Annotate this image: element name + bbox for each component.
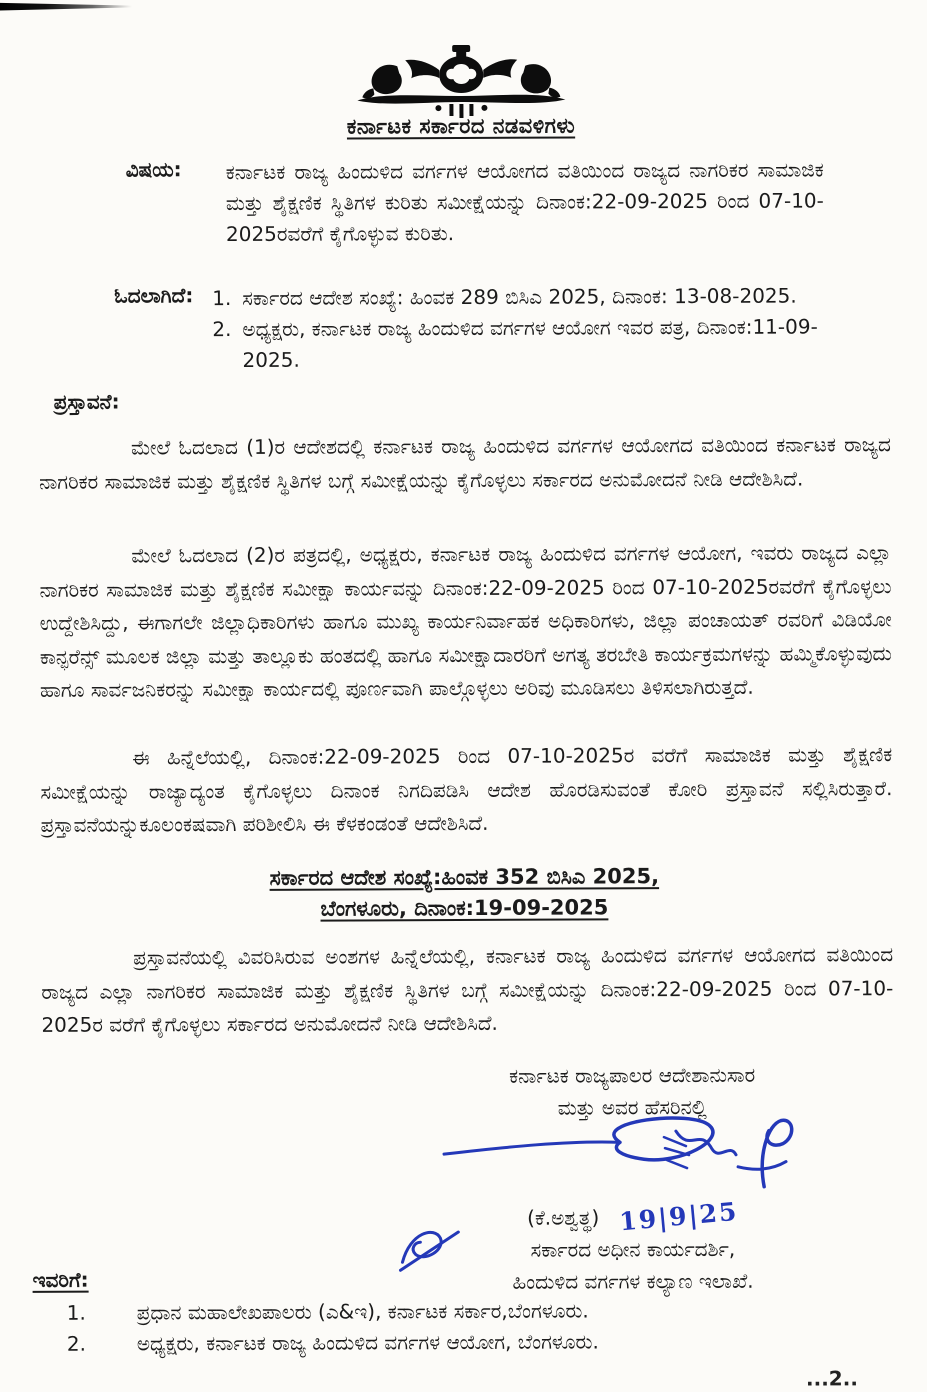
- subject-section: [126, 154, 824, 250]
- order-number-line: ಸರ್ಕಾರದ ಆದೇಶ ಸಂಖ್ಯೆ:ಹಿಂವಕ 352 ಬಿಸಿಎ 2025,: [269, 864, 660, 890]
- subject-label: ವಿಷಯ:: [125, 157, 182, 182]
- preamble-paragraph-2: ಮೇಲೆ ಓದಲಾದ (2)ರ ಪತ್ರದಲ್ಲಿ, ಅಧ್ಯಕ್ಷರು, ಕರ್ನಾಟಕ ರಾಜ್ಯ ಹಿಂದುಳಿದ ವರ್ಗಗಳ ಆಯೋಗ, ಇವರು ರಾಜ್ಯದ ಎಲ್ಲಾ ನಾಗರಿಕರ ಸಾಮಾಜಿಕ ಮತ್ತು ಶೈಕ್ಷಣಿಕ ಸಮೀಕ್ಷಾ ಕಾರ್ಯವನ್ನು ದಿನಾಂಕ:22-09-2025 ರಿಂದ 07-10-2025ರವರೆಗೆ ಕೈಗೊಳ್ಳಲು ಉದ್ದೇಶಿಸಿದ್ದು, ಈಗಾಗಲೇ ಜಿಲ್ಲಾಧಿಕಾರಿಗಳು ಹಾಗೂ ಮುಖ್ಯ ಕಾರ್ಯನಿರ್ವಾಹಕ ಅಧಿಕಾರಿಗಳು, ಜಿಲ್ಲಾ ಪಂಚಾಯತ್ ರವರಿಗೆ ವಿಡಿಯೋ ಕಾನ್ಫರೆನ್ಸ್ ಮೂಲಕ ಜಿಲ್ಲಾ ಮತ್ತು ತಾಲ್ಲೂಕು ಹಂತದಲ್ಲಿ ಹಾಗೂ ಸಮೀಕ್ಷಾದಾರರಿಗೆ ಅಗತ್ಯ ತರಬೇತಿ ಕಾರ್ಯಕ್ರಮಗಳನ್ನು ಹಮ್ಮಿಕೊಳ್ಳುವುದು ಹಾಗೂ ಸಾರ್ವಜನಿಕರನ್ನು ಸಮೀಕ್ಷಾ ಕಾರ್ಯದಲ್ಲಿ ಪೂರ್ಣವಾಗಿ ಪಾಲ್ಗೊಳ್ಳಲು ಅರಿವು ಮೂಡಿಸಲು ತಿಳಿಸಲಾಗಿರುತ್ತದೆ.: [39, 540, 892, 702]
- by-order-line-2: ಮತ್ತು ಅವರ ಹೆಸರಿನಲ್ಲಿ: [557, 1094, 707, 1120]
- distribution-section: [32, 1264, 812, 1359]
- signatory-designation: ಸರ್ಕಾರದ ಅಧೀನ ಕಾರ್ಯದರ್ಶಿ,: [530, 1236, 736, 1262]
- subject-text: ಕರ್ನಾಟಕ ರಾಜ್ಯ ಹಿಂದುಳಿದ ವರ್ಗಗಳ ಆಯೋಗದ ವತಿಯಿಂದ ರಾಜ್ಯದ ನಾಗರಿಕರ ಸಾಮಾಜಿಕ ಮತ್ತು ಶೈಕ್ಷಣಿಕ ಸ್ಥಿತಿಗಳ ಕುರಿತು ಸಮೀಕ್ಷೆಯನ್ನು ದಿನಾಂಕ:22-09-2025 ರಿಂದ 07-10-2025ರವರೆಗೆ ಕೈಗೊಳ್ಳುವ ಕುರಿತು.: [225, 157, 824, 247]
- order-body-paragraph: ಪ್ರಸ್ತಾವನೆಯಲ್ಲಿ ವಿವರಿಸಿರುವ ಅಂಶಗಳ ಹಿನ್ನೆಲೆಯಲ್ಲಿ, ಕರ್ನಾಟಕ ರಾಜ್ಯ ಹಿಂದುಳಿದ ವರ್ಗಗಳ ಆಯೋಗದ ವತಿಯಿಂದ ರಾಜ್ಯದ ಎಲ್ಲಾ ನಾಗರಿಕರ ಸಾಮಾಜಿಕ ಮತ್ತು ಶೈಕ್ಷಣಿಕ ಸ್ಥಿತಿಗಳ ಬಗ್ಗೆ ಸಮೀಕ್ಷೆಯನ್ನು ದಿನಾಂಕ:22-09-2025 ರಿಂದ 07-10-2025ರ ವರೆಗೆ ಕೈಗೊಳ್ಳಲು ಸರ್ಕಾರದ ಅನುಮೋದನೆ ನೀಡಿ ಆದೇಶಿಸಿದೆ.: [41, 942, 894, 1037]
- page-title: ಕರ್ನಾಟಕ ಸರ್ಕಾರದ ನಡವಳಿಗಳು: [346, 113, 576, 139]
- read-label: ಓದಲಾಗಿದೆ:: [114, 283, 194, 308]
- distribution-item: [33, 1294, 813, 1328]
- distribution-item-text: ಪ್ರಧಾನ ಮಹಾಲೇಖಪಾಲರು (ಎ&ಇ), ಕರ್ನಾಟಕ ಸರ್ಕಾರ,ಬೆಂಗಳೂರು.: [136, 1298, 589, 1325]
- preamble-paragraph-1: ಮೇಲೆ ಓದಲಾದ (1)ರ ಆದೇಶದಲ್ಲಿ ಕರ್ನಾಟಕ ರಾಜ್ಯ ಹಿಂದುಳಿದ ವರ್ಗಗಳ ಆಯೋಗದ ವತಿಯಿಂದ ಕರ್ನಾಟಕ ರಾಜ್ಯದ ನಾಗರಿಕರ ಸಾಮಾಜಿಕ ಮತ್ತು ಶೈಕ್ಷಣಿಕ ಸ್ಥಿತಿಗಳ ಬಗ್ಗೆ ಸಮೀಕ್ಷೆಯನ್ನು ಕೈಗೊಳ್ಳಲು ಸರ್ಕಾರದ ಅನುಮೋದನೆ ನೀಡಿ ಆದೇಶಿಸಿದೆ.: [39, 432, 891, 494]
- preamble-paragraph-3: ಈ ಹಿನ್ನೆಲೆಯಲ್ಲಿ, ದಿನಾಂಕ:22-09-2025 ರಿಂದ 07-10-2025ರ ವರೆಗೆ ಸಾಮಾಜಿಕ ಮತ್ತು ಶೈಕ್ಷಣಿಕ ಸಮೀಕ್ಷೆಯನ್ನು ರಾಜ್ಯಾದ್ಯಂತ ಕೈಗೊಳ್ಳಲು ದಿನಾಂಕ ನಿಗದಿಪಡಿಸಿ ಆದೇಶ ಹೊರಡಿಸುವಂತೆ ಕೋರಿ ಪ್ರಸ್ತಾವನೆ ಸಲ್ಲಿಸಿರುತ್ತಾರೆ. ಪ್ರಸ್ತಾವನೆಯನ್ನುಕೂಲಂಕಷವಾಗಿ ಪರಿಶೀಲಿಸಿ ಈ ಕೆಳಕಂಡಂತೆ ಆದೇಶಿಸಿದೆ.: [40, 742, 893, 837]
- distribution-label: ಇವರಿಗೆ:: [32, 1267, 89, 1292]
- handwritten-date: 19|9|25: [618, 1196, 740, 1237]
- distribution-item-number: 2.: [66, 1331, 86, 1356]
- read-item-text: ಸರ್ಕಾರದ ಆದೇಶ ಸಂಖ್ಯೆ: ಹಿಂವಕ 289 ಬಿಸಿಎ 2025, ದಿನಾಂಕ: 13-08-2025.: [242, 283, 797, 310]
- order-place-date-line: ಬೆಂಗಳೂರು, ದಿನಾಂಕ:19-09-2025: [320, 895, 609, 921]
- signature-block: [420, 1058, 846, 1298]
- read-list: [212, 280, 820, 376]
- distribution-item-number: 1.: [66, 1300, 86, 1325]
- distribution-item: [33, 1325, 813, 1359]
- signatory-row: [420, 1196, 845, 1237]
- government-order-heading: [1, 860, 927, 926]
- signatory-name: (ಕೆ.ಅಶ್ವತ್ಥ): [527, 1205, 600, 1230]
- signatory-department: ಹಿಂದುಳಿದ ವರ್ಗಗಳ ಕಲ್ಯಾಣ ಇಲಾಖೆ.: [512, 1268, 754, 1294]
- distribution-item-text: ಅಧ್ಯಕ್ಷರು, ಕರ್ನಾಟಕ ರಾಜ್ಯ ಹಿಂದುಳಿದ ವರ್ಗಗಳ ಆಯೋಗ, ಬೆಂಗಳೂರು.: [136, 1329, 599, 1356]
- read-item-number: 2.: [212, 317, 232, 342]
- read-item-number: 1.: [212, 286, 232, 311]
- read-item: [212, 311, 820, 376]
- distribution-list: [33, 1294, 813, 1359]
- read-item-text: ಅಧ್ಯಕ್ಷರು, ಕರ್ನಾಟಕ ರಾಜ್ಯ ಹಿಂದುಳಿದ ವರ್ಗಗಳ ಆಯೋಗ ಇವರ ಪತ್ರ, ದಿನಾಂಕ:11-09-2025.: [242, 314, 818, 372]
- read-section: [114, 280, 820, 376]
- by-order-line-1: ಕರ್ನಾಟಕ ರಾಜ್ಯಪಾಲರ ಆದೇಶಾನುಸಾರ: [509, 1062, 756, 1088]
- karnataka-emblem-icon: [353, 44, 569, 121]
- page-number: ...2..: [805, 1366, 858, 1391]
- read-item: [212, 280, 820, 314]
- preamble-heading: ಪ್ರಸ್ತಾವನೆ:: [53, 389, 120, 414]
